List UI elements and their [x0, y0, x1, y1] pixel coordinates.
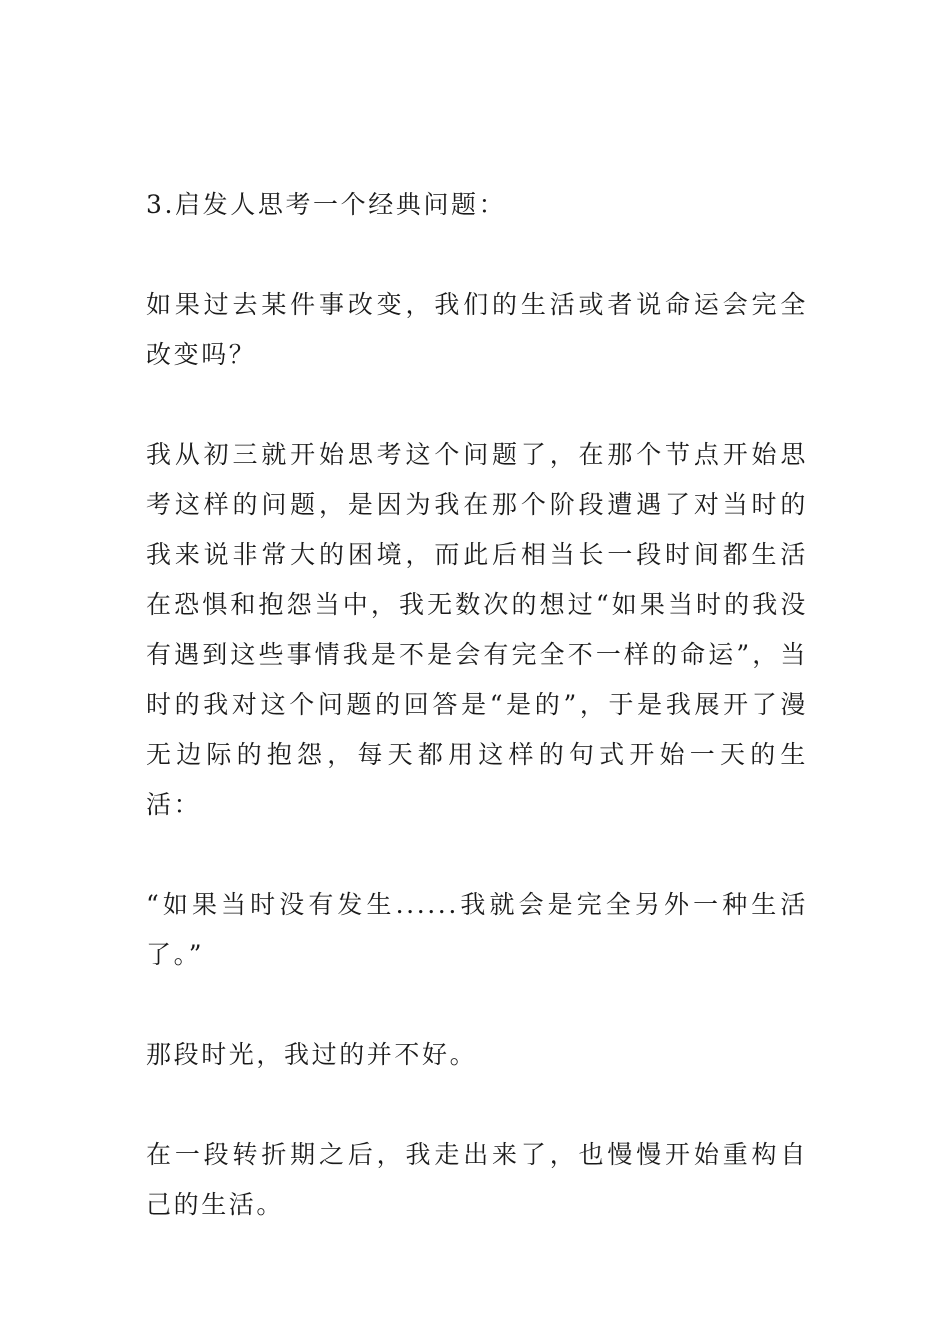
reflection-paragraph: 那段时光，我过的并不好。	[146, 1040, 478, 1069]
question-paragraph: 如果过去某件事改变，我们的生活或者说命运会完全改变吗？	[146, 290, 808, 369]
turning-point-paragraph: 在一段转折期之后，我走出来了，也慢慢开始重构自己的生活。	[146, 1140, 808, 1219]
story-paragraph: 我从初三就开始思考这个问题了，在那个节点开始思考这样的问题，是因为我在那个阶段遭遇了对当时的我来说非常大的困境，而此后相当长一段时间都生活在恐惧和抱怨当中，我无数次的想过“如果当时的我没有遇到这些事情我是不是会有完全不一样的命运”，当时的我对这个问题的回答是“是的”，于是我展开了漫无边际的抱怨，每天都用这样的句式开始一天的生活：	[146, 440, 808, 819]
document-body	[146, 180, 808, 1230]
heading-paragraph: 3.启发人思考一个经典问题：	[146, 190, 507, 219]
quote-paragraph: “如果当时没有发生......我就会是完全另外一种生活了。”	[146, 890, 808, 969]
